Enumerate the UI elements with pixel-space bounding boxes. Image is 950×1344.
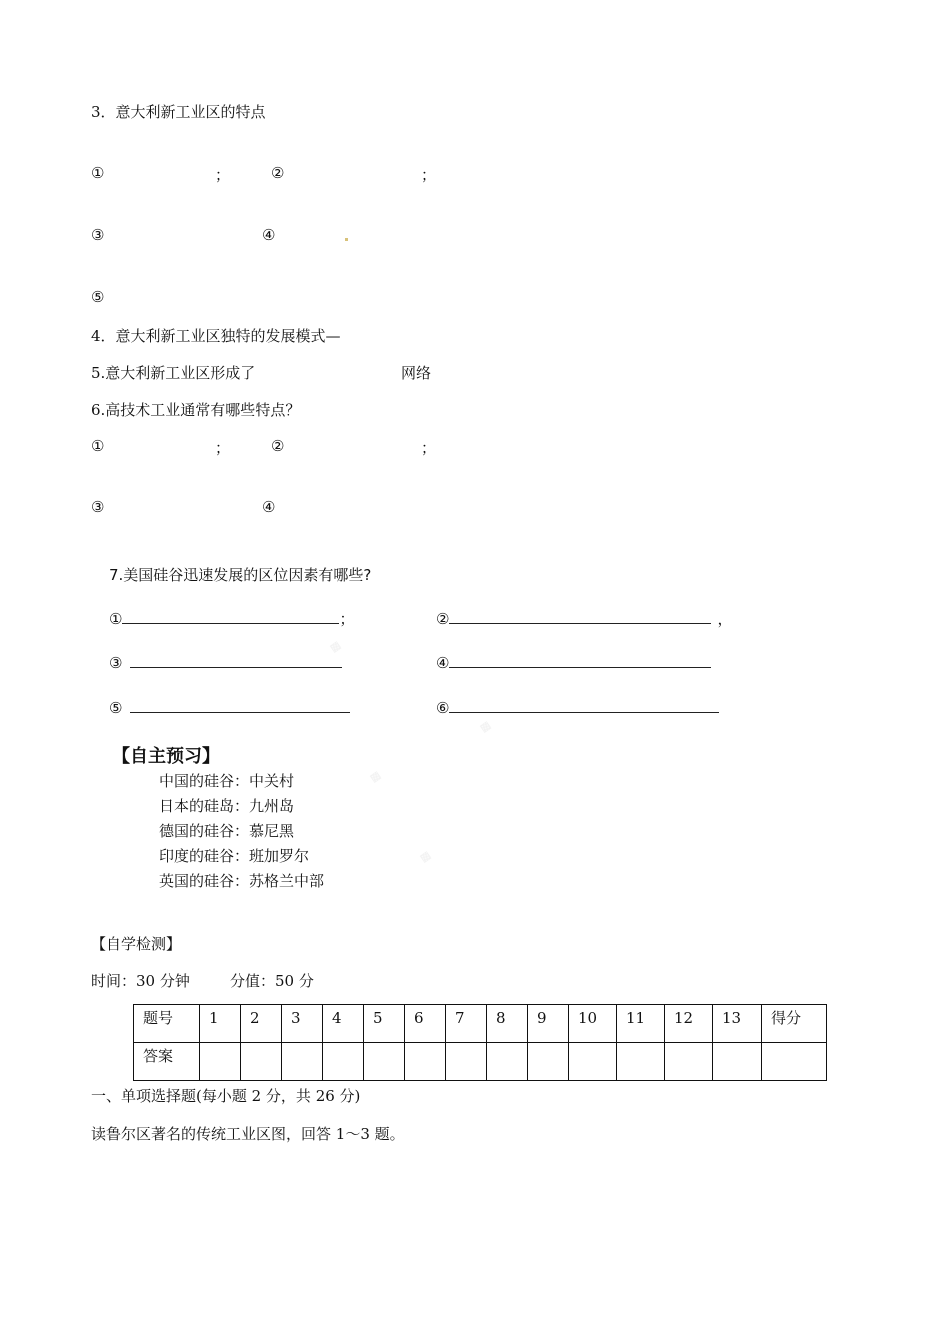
q4-text: 4．意大利新工业区独特的发展模式—: [91, 327, 341, 345]
preview-item: 德国的硅谷：慕尼黑: [159, 822, 295, 840]
answer-table-header-cell: 1: [200, 1005, 241, 1043]
q7-blank-1[interactable]: [122, 607, 339, 624]
q7-marker-5: ⑤: [109, 699, 123, 717]
answer-table-header-cell: 10: [569, 1005, 617, 1043]
q7-item-6: [436, 696, 719, 717]
answer-table-header-cell: 2: [241, 1005, 282, 1043]
q3-separator-1: ；: [215, 166, 231, 184]
answer-cell[interactable]: [405, 1043, 446, 1081]
answer-cell[interactable]: [200, 1043, 241, 1081]
q7-item-3: [109, 651, 342, 672]
q7-separator-1: ；: [339, 610, 355, 628]
preview-item: 中国的硅谷：中关村: [159, 772, 295, 790]
q7-blank-4[interactable]: [449, 651, 711, 668]
answer-cell[interactable]: [364, 1043, 405, 1081]
q7-marker-1: ①: [109, 610, 123, 628]
q5-text-before: 5.意大利新工业区形成了: [91, 364, 256, 382]
q7-item-2: [436, 607, 732, 629]
q6-title: 6.高技术工业通常有哪些特点？: [91, 401, 301, 419]
answer-table-header-cell: 9: [528, 1005, 569, 1043]
section1-title: 一、单项选择题(每小题 2 分，共 26 分): [91, 1087, 361, 1105]
answer-table-header-cell: 3: [282, 1005, 323, 1043]
q3-title: 3．意大利新工业区的特点: [91, 103, 266, 121]
answer-table-header-cell: 4: [323, 1005, 364, 1043]
answer-table-row-label: 答案: [134, 1043, 200, 1081]
preview-item: 英国的硅谷：苏格兰中部: [159, 872, 325, 890]
q3-marker-4: ④: [262, 226, 276, 244]
watermark-mark: ▩: [417, 848, 434, 865]
answer-table-header-row: [134, 1005, 827, 1043]
q6-marker-1: ①: [91, 437, 105, 455]
answer-table-header-cell: 8: [487, 1005, 528, 1043]
q3-marker-1: ①: [91, 164, 105, 182]
q7-marker-2: ②: [436, 610, 450, 628]
answer-table-header-cell: 12: [665, 1005, 713, 1043]
answer-table-header-cell: 5: [364, 1005, 405, 1043]
answer-table-header-cell: 7: [446, 1005, 487, 1043]
watermark-mark: ▩: [367, 768, 384, 785]
preview-item: 日本的硅岛：九州岛: [159, 797, 295, 815]
q6-separator-2: ；: [421, 439, 437, 457]
answer-table-header-cell: 6: [405, 1005, 446, 1043]
answer-table-header-cell: 题号: [134, 1005, 200, 1043]
answer-cell[interactable]: [713, 1043, 762, 1081]
q7-blank-5[interactable]: [130, 696, 350, 713]
q3-marker-5: ⑤: [91, 288, 105, 306]
answer-cell[interactable]: [323, 1043, 364, 1081]
q7-blank-3[interactable]: [130, 651, 342, 668]
answer-cell[interactable]: [569, 1043, 617, 1081]
selftest-time: 时间：30 分钟: [91, 972, 190, 990]
q3-marker-2: ②: [271, 164, 285, 182]
answer-cell[interactable]: [665, 1043, 713, 1081]
section1-instruction: 读鲁尔区著名的传统工业区图，回答 1～3 题。: [91, 1125, 405, 1143]
q3-separator-2: ；: [421, 166, 437, 184]
preview-item: 印度的硅谷：班加罗尔: [159, 847, 310, 865]
q6-marker-4: ④: [262, 498, 276, 516]
answer-table-header-cell: 13: [713, 1005, 762, 1043]
answer-cell[interactable]: [528, 1043, 569, 1081]
q7-item-4: [436, 651, 711, 672]
answer-table: [133, 1004, 827, 1081]
q6-separator-1: ；: [215, 439, 231, 457]
q7-blank-2[interactable]: [449, 607, 711, 624]
answer-table-header-cell: 11: [617, 1005, 665, 1043]
q3-marker-3: ③: [91, 226, 105, 244]
q7-item-1: [109, 607, 354, 629]
q7-marker-3: ③: [109, 654, 123, 672]
answer-cell[interactable]: [446, 1043, 487, 1081]
score-cell[interactable]: [762, 1043, 827, 1081]
watermark-mark: ▩: [477, 718, 494, 735]
preview-heading: 【自主预习】: [112, 746, 220, 767]
answer-cell[interactable]: [617, 1043, 665, 1081]
q7-separator-2: ，: [717, 610, 733, 628]
q7-blank-6[interactable]: [449, 696, 719, 713]
answer-table-answer-row: [134, 1043, 827, 1081]
q5-text-after: 网络: [401, 364, 432, 382]
answer-cell[interactable]: [241, 1043, 282, 1081]
q7-title: 7.美国硅谷迅速发展的区位因素有哪些?: [109, 566, 372, 584]
stray-dot: [345, 238, 348, 241]
selftest-heading: 【自学检测】: [91, 935, 182, 953]
watermark-mark: ▩: [327, 638, 344, 655]
q6-marker-3: ③: [91, 498, 105, 516]
q7-item-5: [109, 696, 350, 717]
answer-table-header-cell: 得分: [762, 1005, 827, 1043]
q6-marker-2: ②: [271, 437, 285, 455]
answer-cell[interactable]: [487, 1043, 528, 1081]
answer-cell[interactable]: [282, 1043, 323, 1081]
q7-marker-4: ④: [436, 654, 450, 672]
q7-marker-6: ⑥: [436, 699, 450, 717]
selftest-score: 分值：50 分: [230, 972, 314, 990]
